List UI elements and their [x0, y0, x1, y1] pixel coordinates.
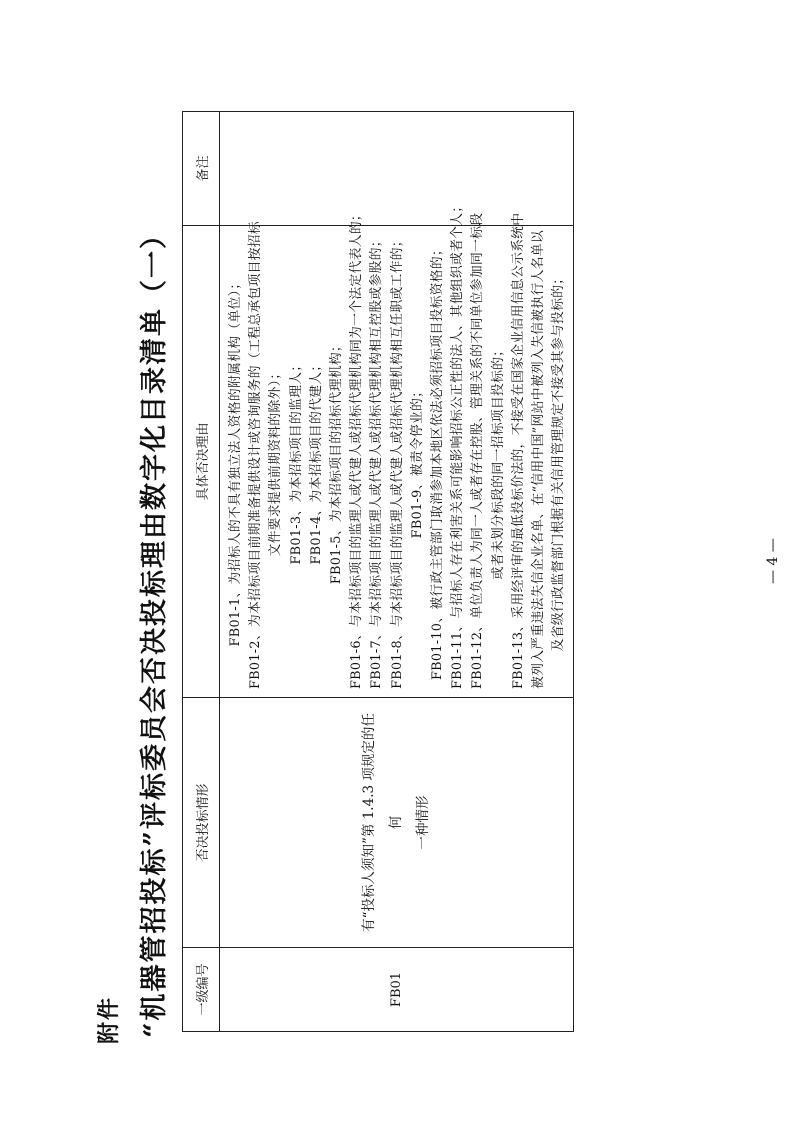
situation-line: 一种情形 [415, 795, 432, 850]
reason-line: FB01-11、与招标人存在利害关系可能影响招标公正性的法人、其他组织或者个人； [450, 199, 466, 689]
reason-line: FB01-1、为招标人的不具有独立法人资格的附属机构（单位）； [228, 276, 243, 647]
table-header-row [183, 112, 220, 1032]
reason-line: FB01-3、为本招标项目的监理人； [288, 358, 304, 565]
page-number: — 4 — [765, 538, 781, 584]
row-code: FB01 [220, 948, 574, 1032]
situation-line: 有“投标人须知”第 1.4.3 项规定的任何 [361, 713, 405, 932]
reason-line: FB01-2、为本招标项目前期准备提供设计或咨询服务的（工程总承包项目按招标 [248, 221, 264, 689]
reason-line: FB01-12、单位负责人为同一人或者存在控股、管理关系的不同单位参加同一标段 [470, 212, 486, 689]
reasons-table [182, 111, 574, 1032]
reason-line: FB01-8、与本招标项目的监理人或代建人或招标代理机构相互任职或工作的； [389, 234, 405, 689]
reason-line: FB01-4、为本招标项目的代建人； [308, 358, 324, 565]
header-code: 一级编号 [183, 948, 220, 1032]
document-title: “机器管招投标”评标委员会否决投标理由数字化目录清单（一） [139, 219, 170, 1038]
header-reasons: 具体否决理由 [183, 226, 220, 698]
reason-line: 或者未划分标段的同一招标项目投标的； [490, 343, 506, 580]
reason-line: FB01-10、被行政主管部门取消参加本地区依法必须招标项目投标资格的； [430, 242, 446, 681]
row-situation [220, 698, 574, 948]
reason-line: FB01-7、与本招标项目的监理人或代建人或招标代理机构相互控股或参股的； [369, 234, 385, 689]
row-reasons [220, 199, 574, 698]
reason-line: FB01-9、被责令停业的； [409, 384, 425, 539]
reason-line: 文件要求提供前期资料的除外）； [268, 366, 284, 557]
attachment-label: 附件 [96, 995, 122, 1044]
row-remarks [220, 112, 574, 226]
reason-line: FB01-6、与本招标项目的监理人或代建人或招标代理机构同为一个法定代表人的； [349, 207, 365, 689]
table-row [220, 112, 574, 1032]
reason-line: FB01-5、为本招标项目的招标代理机构； [329, 338, 345, 585]
header-remarks: 备注 [183, 112, 220, 226]
reason-line: 及省级行政监督部门根据有关信用管理规定不接受其参与投标的； [551, 271, 567, 652]
reason-line: FB01-13、采用经评审的最低投标价法的，不接受在国家企业信用信息公示系统中 [510, 212, 526, 689]
header-situation: 否决投标情形 [183, 698, 220, 948]
reason-line: 被列入严重违法失信企业名单、在“信用中国”网站中被列入失信被执行人名单以 [531, 230, 547, 689]
